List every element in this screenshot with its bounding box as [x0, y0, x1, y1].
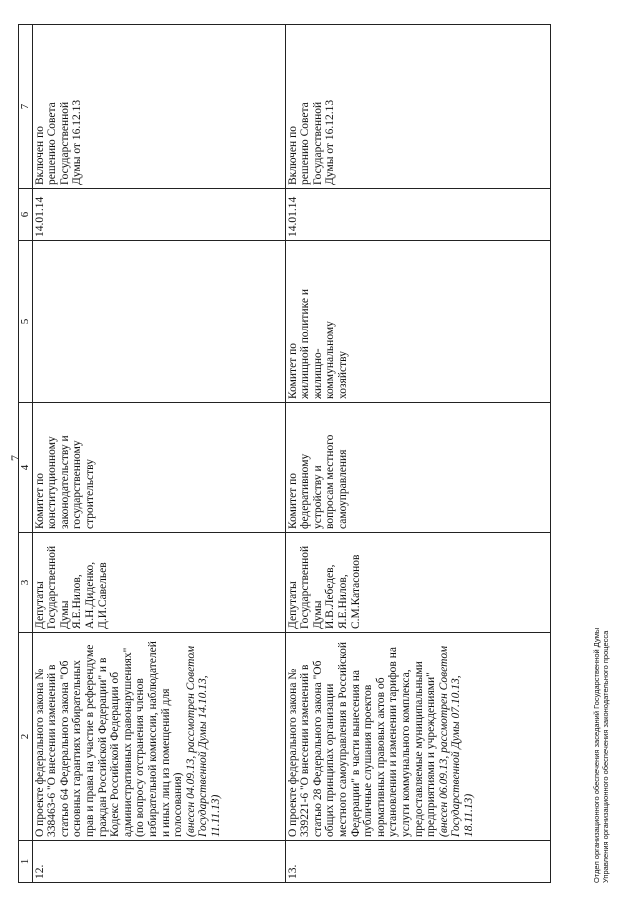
page-footer	[592, 628, 610, 883]
consideration-date: 14.01.14	[285, 189, 550, 241]
co-committee: Комитет по жилищной политике и жилищно- коммунальному хозяйству	[285, 241, 550, 403]
bill-note: (по вопросу отстранения членов избирательной комиссии, наблюдателей и иных лиц из помещений для голосования)	[134, 641, 185, 837]
table-row	[32, 25, 285, 883]
bill-title: О проекте федерального закона № 338463-6 "О внесении изменений в статью 64 Федерального закона "Об основных гарантиях избирательных прав и права на участие в референдуме граждан Российской Федерации" и в Кодекс Российской Федерации об административных правонарушениях"	[33, 644, 134, 837]
bill-title: О проекте федерального закона № 339221-6 "О внесении изменений в статью 28 Федерального закона "Об общих принципах организации местного самоуправления в Российской Федерации" в части вынесения на публичные слушания проектов нормативных правовых актов об установлении и изменении тарифов на услуги коммунального комплекса, предоставляемые муниципальными предприятиями и учреждениями"	[286, 641, 438, 837]
footer-directorate: Управления организационного обеспечения законодательного процесса	[601, 630, 610, 883]
table-row	[285, 25, 550, 883]
bill-introduced: (внесен 06.09.13, рассмотрен Советом Государственной Думы 07.10.13, 18.11.13)	[437, 645, 475, 837]
bill-introduced: (внесен 04.09.13, рассмотрен Советом Государственной Думы 14.10.13, 11.11.13)	[184, 645, 222, 837]
header-col-6: 6	[19, 189, 33, 241]
header-col-7: 7	[19, 25, 33, 189]
lead-committee: Комитет по конституционному законодательству и государственному строительству	[32, 403, 285, 533]
lead-committee: Комитет по федеративному устройству и вопросам местного самоуправления	[285, 403, 550, 533]
header-col-2: 2	[19, 633, 33, 841]
footer-department: Отдел организационного обеспечения заседаний Государственной Думы	[592, 627, 601, 883]
bills-table	[18, 24, 551, 883]
bill-description	[32, 633, 285, 841]
row-number: 12.	[32, 841, 285, 883]
co-committee	[32, 241, 285, 403]
bill-authors: Депутаты Государственной Думы И.В.Лебедев, Я.Е.Нилов, С.М.Катасонов	[285, 533, 550, 633]
row-number: 13.	[285, 841, 550, 883]
bill-description	[285, 633, 550, 841]
header-col-4: 4	[19, 403, 33, 533]
table-header-row	[19, 25, 33, 883]
consideration-date: 14.01.14	[32, 189, 285, 241]
header-col-1: 1	[19, 841, 33, 883]
header-col-5: 5	[19, 241, 33, 403]
page-number: 7	[8, 455, 22, 461]
inclusion-status: Включен по решению Совета Государственной Думы от 16.12.13	[32, 25, 285, 189]
bill-authors: Депутаты Государственной Думы Я.Е.Нилов, А.Н.Диденко, Д.И.Савельев	[32, 533, 285, 633]
header-col-3: 3	[19, 533, 33, 633]
inclusion-status: Включен по решению Совета Государственной Думы от 16.12.13	[285, 25, 550, 189]
